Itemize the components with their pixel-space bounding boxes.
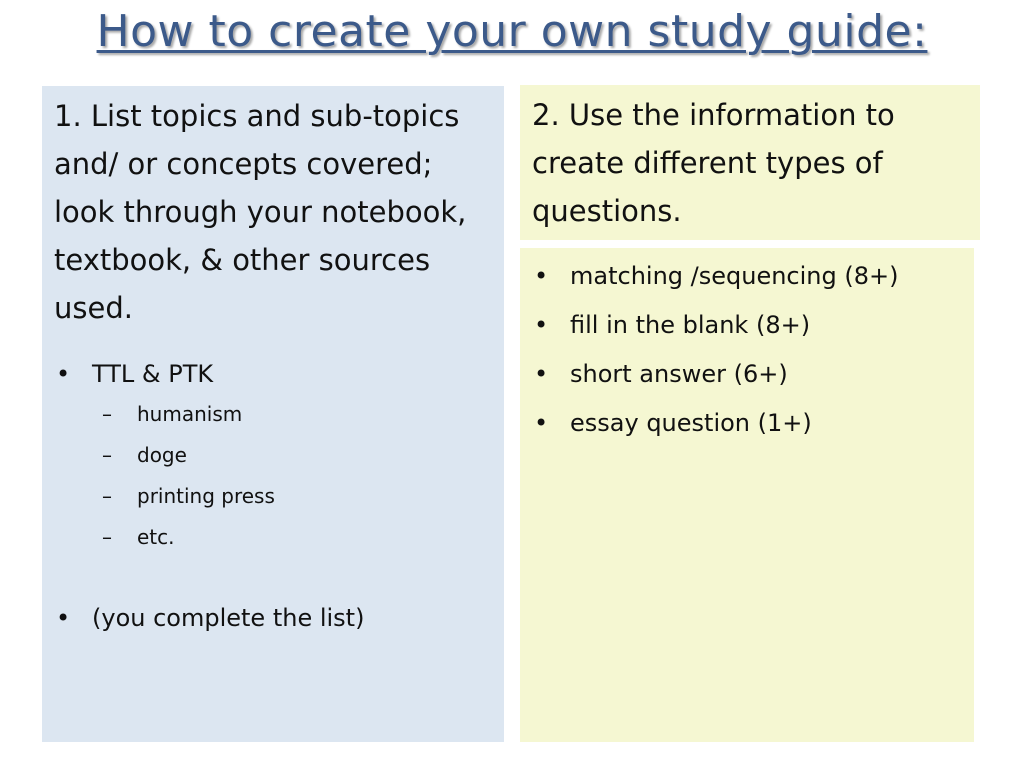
list-item <box>56 598 496 638</box>
question-types-list <box>534 252 964 448</box>
list-item-label: short answer (6+) <box>570 360 788 388</box>
list-item <box>534 399 964 448</box>
topics-list <box>56 354 496 638</box>
bullet-icon: • <box>534 311 549 339</box>
sub-list-item <box>56 394 496 435</box>
bullet-icon: • <box>56 604 71 632</box>
list-item-label: (you complete the list) <box>92 604 365 632</box>
sub-list-item-label: doge <box>137 443 187 467</box>
questions-heading: 2. Use the information to create different types of questions. <box>532 98 895 228</box>
list-item-label: TTL & PTK <box>92 360 214 388</box>
list-item <box>534 252 964 301</box>
questions-heading-panel <box>520 85 980 240</box>
list-item <box>56 354 496 394</box>
dash-icon: – <box>102 402 112 426</box>
sub-list-item <box>56 476 496 517</box>
slide-title: How to create your own study guide: <box>96 6 928 57</box>
sub-list-item <box>56 435 496 476</box>
list-item-label: fill in the blank (8+) <box>570 311 811 339</box>
sub-list-item-label: printing press <box>137 484 275 508</box>
dash-icon: – <box>102 525 112 549</box>
bullet-icon: • <box>56 360 71 388</box>
list-item <box>534 350 964 399</box>
list-item <box>534 301 964 350</box>
topics-heading: 1. List topics and sub-topics and/ or concepts covered; look through your notebook, textbook, & other sources used. <box>54 99 467 325</box>
sub-list-item-label: humanism <box>137 402 243 426</box>
list-item-label: essay question (1+) <box>570 409 812 437</box>
dash-icon: – <box>102 484 112 508</box>
list-spacer <box>56 558 496 598</box>
topics-panel <box>42 86 504 742</box>
sub-list-item-label: etc. <box>137 525 175 549</box>
question-types-panel <box>520 248 974 742</box>
bullet-icon: • <box>534 262 549 290</box>
dash-icon: – <box>102 443 112 467</box>
bullet-icon: • <box>534 409 549 437</box>
sub-list-item <box>56 517 496 558</box>
list-item-label: matching /sequencing (8+) <box>570 262 899 290</box>
bullet-icon: • <box>534 360 549 388</box>
